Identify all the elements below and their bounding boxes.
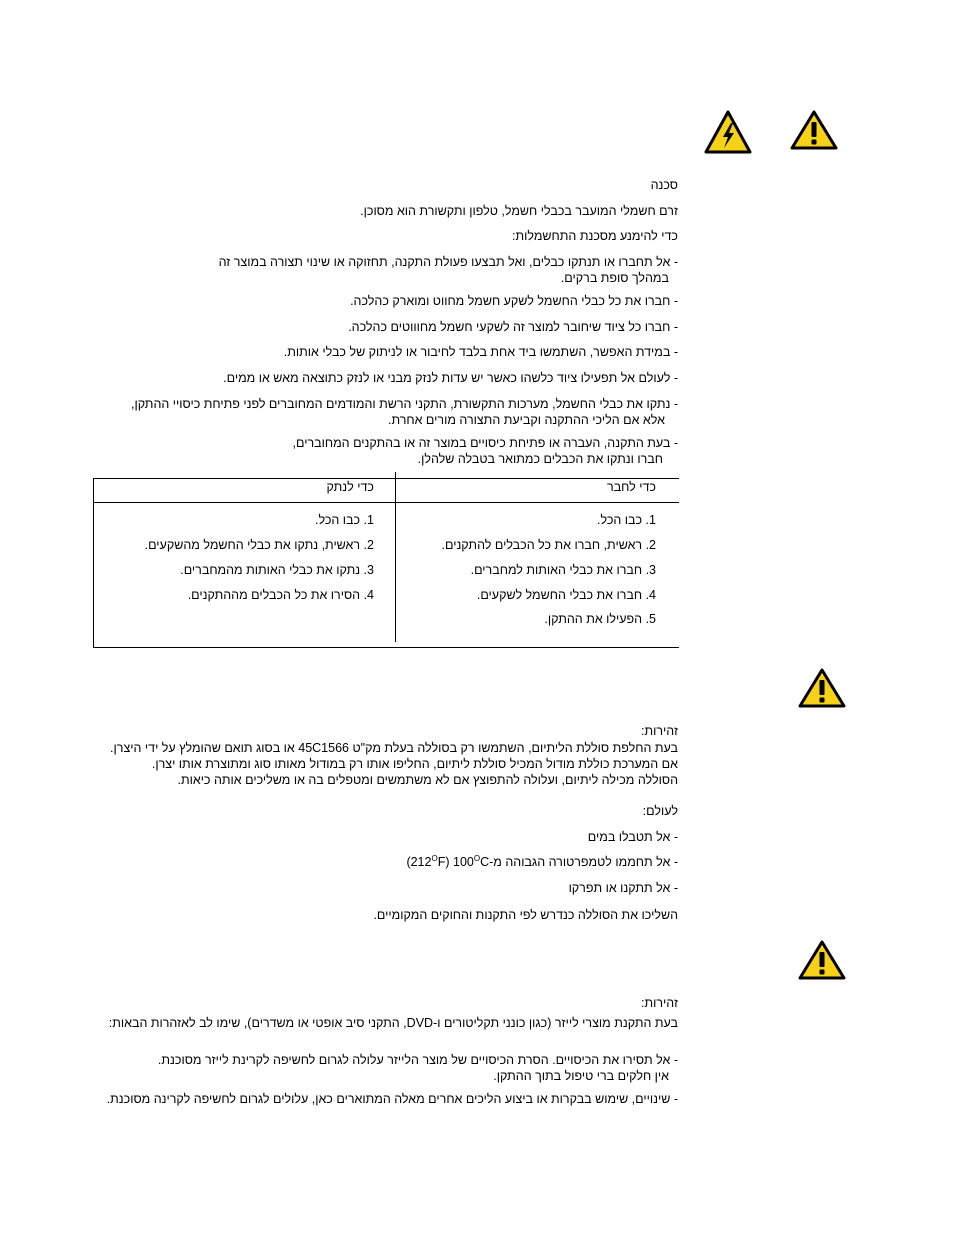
danger-item-7-cont: חברו ונתקו את הכבלים כמתואר בטבלה שלהלן. bbox=[417, 452, 663, 466]
disconnect-step-2: 2. ראשית, נתקו את כבלי החשמל מהשקעים. bbox=[144, 538, 374, 552]
danger-item-6: - נתקו את כבלי החשמל, מערכות התקשורת, התקני הרשת והמודמים המחוברים לפני פתיחת כיסויי ההתקן, bbox=[130, 397, 678, 411]
electrical-hazard-icon bbox=[704, 110, 752, 154]
laser-intro: בעת התקנת מוצרי לייזר (כגון כונני תקליטורים ו-DVD, התקני סיב אופטי או משדרים), שימו לב לאזהרות הבאות: bbox=[108, 1016, 678, 1030]
battery-item-3: - אל תתקנו או תפרקו bbox=[568, 881, 678, 895]
battery-never: לעולם: bbox=[642, 804, 678, 818]
laser-caution-title: זהירות: bbox=[641, 996, 678, 1010]
danger-item-2: - חברו את כל כבלי החשמל לשקע חשמל מחווט ומוארק כהלכה. bbox=[350, 294, 678, 308]
battery-item-2 bbox=[406, 854, 678, 870]
laser-item-2: - שינויים, שימוש בבקרות או ביצוע הליכים אחרים מאלה המתוארים כאן, עלולים לגרום לחשיפה לקרינה מסוכנת. bbox=[106, 1092, 678, 1106]
danger-item-6-cont: אלא אם הליכי ההתקנה וקביעת התצורה מורים אחרת. bbox=[387, 413, 665, 427]
battery-dispose: השליכו את הסוללה כנדרש לפי התקנות והחוקים המקומיים. bbox=[373, 908, 678, 922]
danger-item-1: - אל תחברו או תנתקו כבלים, ואל תבצעו פעולת התקנה, תחזוקה או שינוי תצורה במוצר זה bbox=[218, 255, 678, 269]
connect-step-2: 2. ראשית, חברו את כל הכבלים להתקנים. bbox=[441, 538, 656, 552]
laser-warning-icon bbox=[798, 940, 846, 980]
battery-item-1: - אל תטבלו במים bbox=[587, 830, 678, 844]
battery-line-2: אם המערכת כוללת מודול המכיל סוללת ליתיום, החליפו אותו רק במודול מאותו סוג ומתוצרת אותו יצרן. bbox=[151, 757, 678, 771]
laser-item-1: - אל תסירו את הכיסויים. הסרת הכיסויים של מוצר הלייזר עלולה לגרום לחשיפה לקרינת לייזר מסוכנת. bbox=[157, 1053, 678, 1067]
connect-step-5: 5. הפעילו את ההתקן. bbox=[544, 612, 656, 626]
table-header-connect: כדי לחבר bbox=[607, 480, 656, 494]
danger-item-3: - חברו כל ציוד שיחובר למוצר זה לשקעי חשמל מחוווטים כהלכה. bbox=[348, 320, 678, 334]
danger-title: סכנה bbox=[650, 178, 678, 192]
temperature-limit: $(212^OF)$ $100^OC$ bbox=[406, 853, 490, 869]
disconnect-step-4: 4. הסירו את כל הכבלים מההתקנים. bbox=[187, 588, 374, 602]
battery-warning-icon bbox=[798, 668, 846, 708]
battery-item-2-prefix: - אל תחממו לטמפרטורה הגבוהה מ- bbox=[489, 855, 678, 869]
danger-avoid: כדי להימנע מסכנת התחשמלות: bbox=[511, 229, 678, 243]
connect-step-1: 1. כבו הכל. bbox=[597, 513, 656, 527]
battery-line-3: הסוללה מכילה ליתיום, ועלולה להתפוצץ אם לא משתמשים ומטפלים בה או משליכים אותה כיאות. bbox=[177, 773, 678, 787]
connect-step-4: 4. חברו את כבלי החשמל לשקעים. bbox=[476, 588, 656, 602]
battery-caution-title: זהירות: bbox=[641, 724, 678, 738]
laser-item-1-cont: אין חלקים ברי טיפול בתוך ההתקן. bbox=[493, 1069, 669, 1083]
danger-item-5: - לעולם אל תפעילו ציוד כלשהו כאשר יש עדות לנזק מבני או לנזק כתוצאה מאש או ממים. bbox=[223, 371, 678, 385]
danger-item-7: - בעת התקנה, העברה או פתיחת כיסויים במוצר זה או בהתקנים המחוברים, bbox=[292, 436, 678, 450]
danger-intro: זרם חשמלי המועבר בכבלי חשמל, טלפון ותקשורת הוא מסוכן. bbox=[360, 204, 678, 218]
connect-step-3: 3. חברו את כבלי האותות למחברים. bbox=[470, 563, 656, 577]
warning-icon bbox=[790, 110, 838, 150]
battery-line-1: בעת החלפת סוללת הליתיום, השתמשו רק בסוללה בעלת מק"ט 45C1566 או בסוג תואם שהומלץ על ידי היצרן. bbox=[110, 741, 678, 755]
danger-item-1-cont: במהלך סופת ברקים. bbox=[560, 271, 669, 285]
table-header-disconnect: כדי לנתק bbox=[326, 480, 374, 494]
danger-item-4: - במידת האפשר, השתמשו ביד אחת בלבד לחיבור או לניתוק של כבלי אותות. bbox=[283, 345, 678, 359]
disconnect-step-3: 3. נתקו את כבלי האותות מהמחברים. bbox=[180, 563, 374, 577]
disconnect-step-1: 1. כבו הכל. bbox=[315, 513, 374, 527]
